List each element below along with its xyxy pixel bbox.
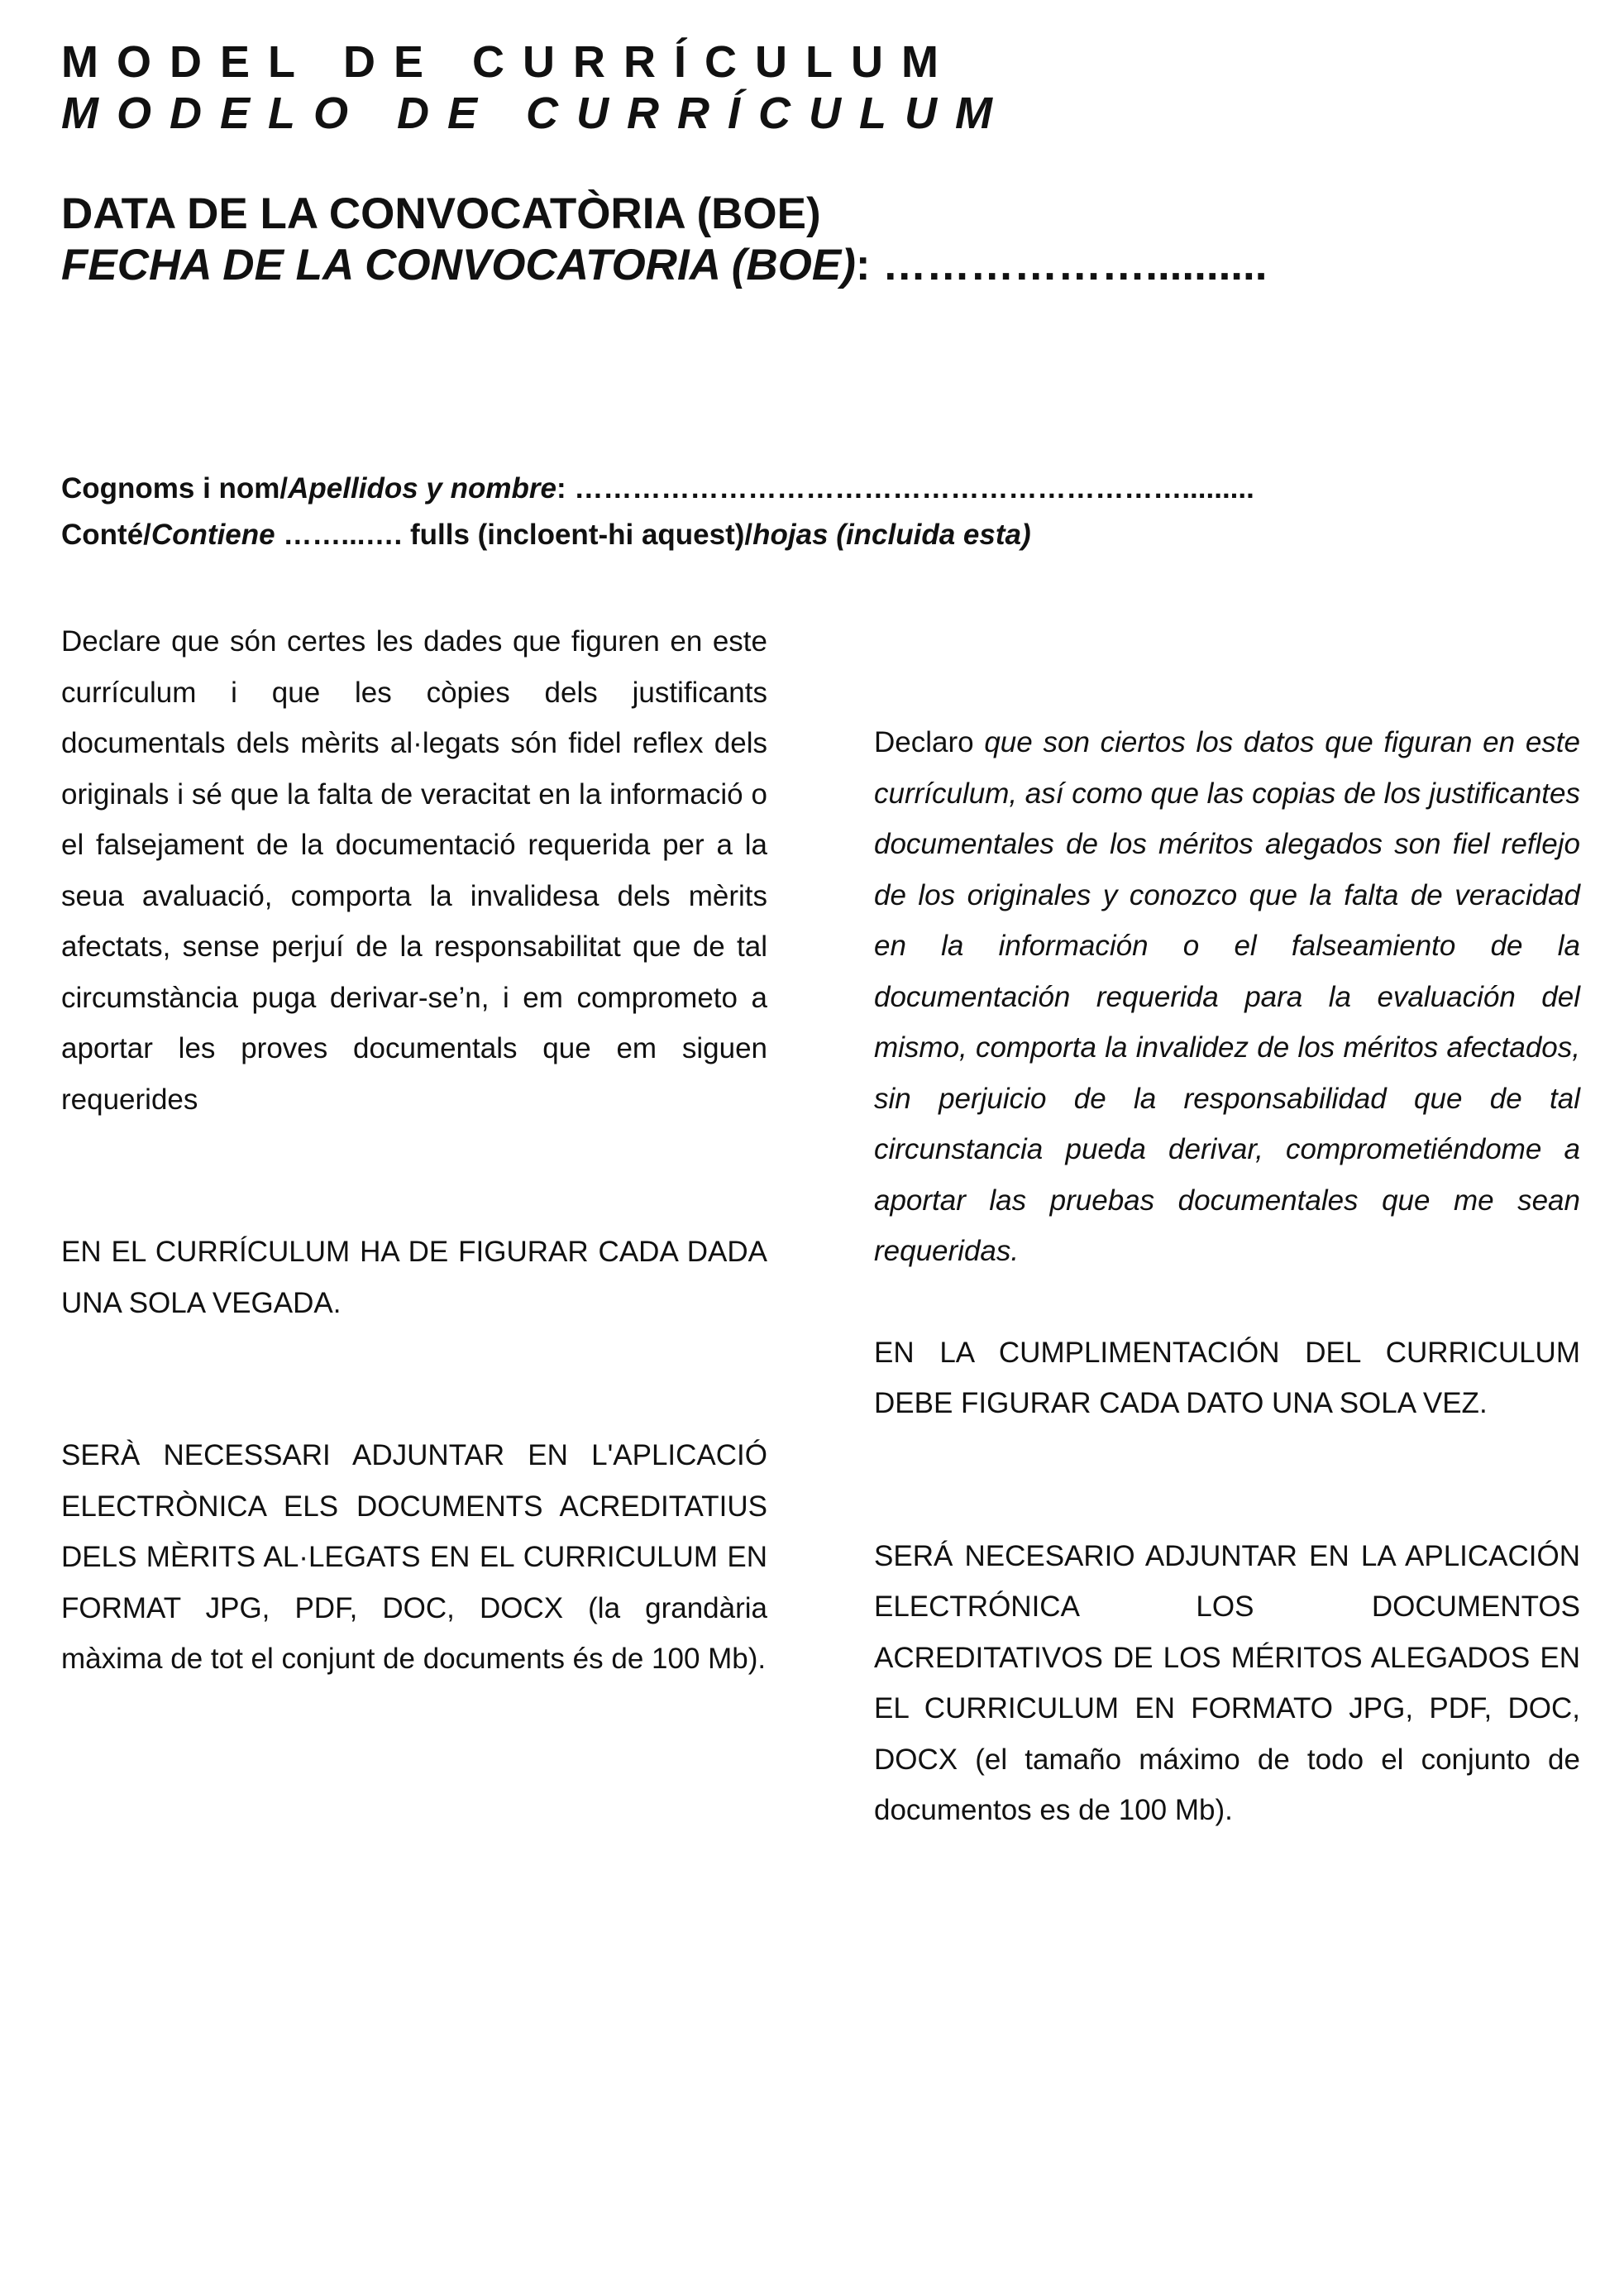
declaration-spanish-body: que son ciertos los datos que figuran en este currículum, así como que las copias de los justificantes documentales de los méritos alegados son fiel reflejo de los originales y conozco que la falta de veracidad en la información o el falseamiento de la documentación requerida para la evaluación del mismo, comporta la invalidez de los méritos afectados, sin perjuicio de la responsabilidad que de tal circunstancia pueda derivar, comprometiéndome a aportar las pruebas documentales que me sean requeridas. [874, 726, 1580, 1267]
spacer [874, 1429, 1580, 1531]
name-field-line [61, 466, 1254, 512]
pages-label-spanish: Contiene [150, 519, 275, 551]
name-label-spanish: Apellidos y nombre [288, 472, 556, 505]
spacer [874, 1277, 1580, 1327]
spacer [61, 1328, 767, 1430]
title-spanish: MODELO DE CURRÍCULUM [61, 88, 1010, 138]
attach-note-spanish: SERÁ NECESARIO ADJUNTAR EN LA APLICACIÓN ELECTRÓNICA LOS DOCUMENTOS ACREDITATIVOS DE LOS MÉRITOS ALEGADOS EN EL CURRICULUM EN FORMATO JPG, PDF, DOC, DOCX (el tamaño máximo de todo el conjunto de documentos es de 100 Mb). [874, 1539, 1580, 1826]
title-catalan: MODEL DE CURRÍCULUM [61, 37, 957, 87]
declaration-spanish [874, 717, 1580, 1277]
once-note-spanish: EN LA CUMPLIMENTACIÓN DEL CURRICULUM DEBE FIGURAR CADA DATO UNA SOLA VEZ. [874, 1336, 1580, 1419]
spacer [61, 1125, 767, 1227]
pages-fill: ……...…. fulls (incloent-hi aquest)/ [275, 519, 753, 551]
convocatoria-date-line-spanish [61, 240, 1268, 291]
pages-note-spanish: hojas (incluida esta) [752, 519, 1031, 551]
spanish-column [874, 717, 1580, 1836]
convocatoria-date-label-catalan: DATA DE LA CONVOCATÒRIA (BOE) [61, 189, 821, 238]
declaration-catalan: Declare que són certes les dades que figuren en este currículum i que les còpies dels justificants documentals dels mèrits al·legats són fidel reflex dels originals i sé que la falta de veracitat en la informació o el falsejament de la documentació requerida per a la seua avaluació, comporta la invalidesa dels mèrits afectats, sense perjuí de la responsabilitat que de tal circumstància puga derivar-se’n, i em comprometo a aportar les proves documentals que em siguen requerides [61, 625, 767, 1116]
name-fill: : ………………………………………………………......... [556, 472, 1254, 505]
convocatoria-date-label-spanish: FECHA DE LA CONVOCATORIA (BOE) [61, 241, 856, 289]
convocatoria-date-fill: ……………….......... [882, 241, 1268, 289]
attach-note-catalan: SERÀ NECESSARI ADJUNTAR EN L'APLICACIÓ ELECTRÒNICA ELS DOCUMENTS ACREDITATIUS DELS MÈRITS AL·LEGATS EN EL CURRICULUM EN FORMAT JPG, PDF, DOC, DOCX (la grandària màxima de tot el conjunt de documents és de 100 Mb). [61, 1439, 767, 1675]
catalan-column [61, 616, 767, 1685]
pages-field-line [61, 512, 1031, 558]
convocatoria-separator: : [855, 241, 883, 289]
pages-label-catalan: Conté/ [61, 519, 151, 551]
once-note-catalan: EN EL CURRÍCULUM HA DE FIGURAR CADA DADA UNA SOLA VEGADA. [61, 1236, 767, 1319]
declaration-spanish-lead: Declaro [874, 726, 985, 758]
name-label-catalan: Cognoms i nom/ [61, 472, 289, 505]
